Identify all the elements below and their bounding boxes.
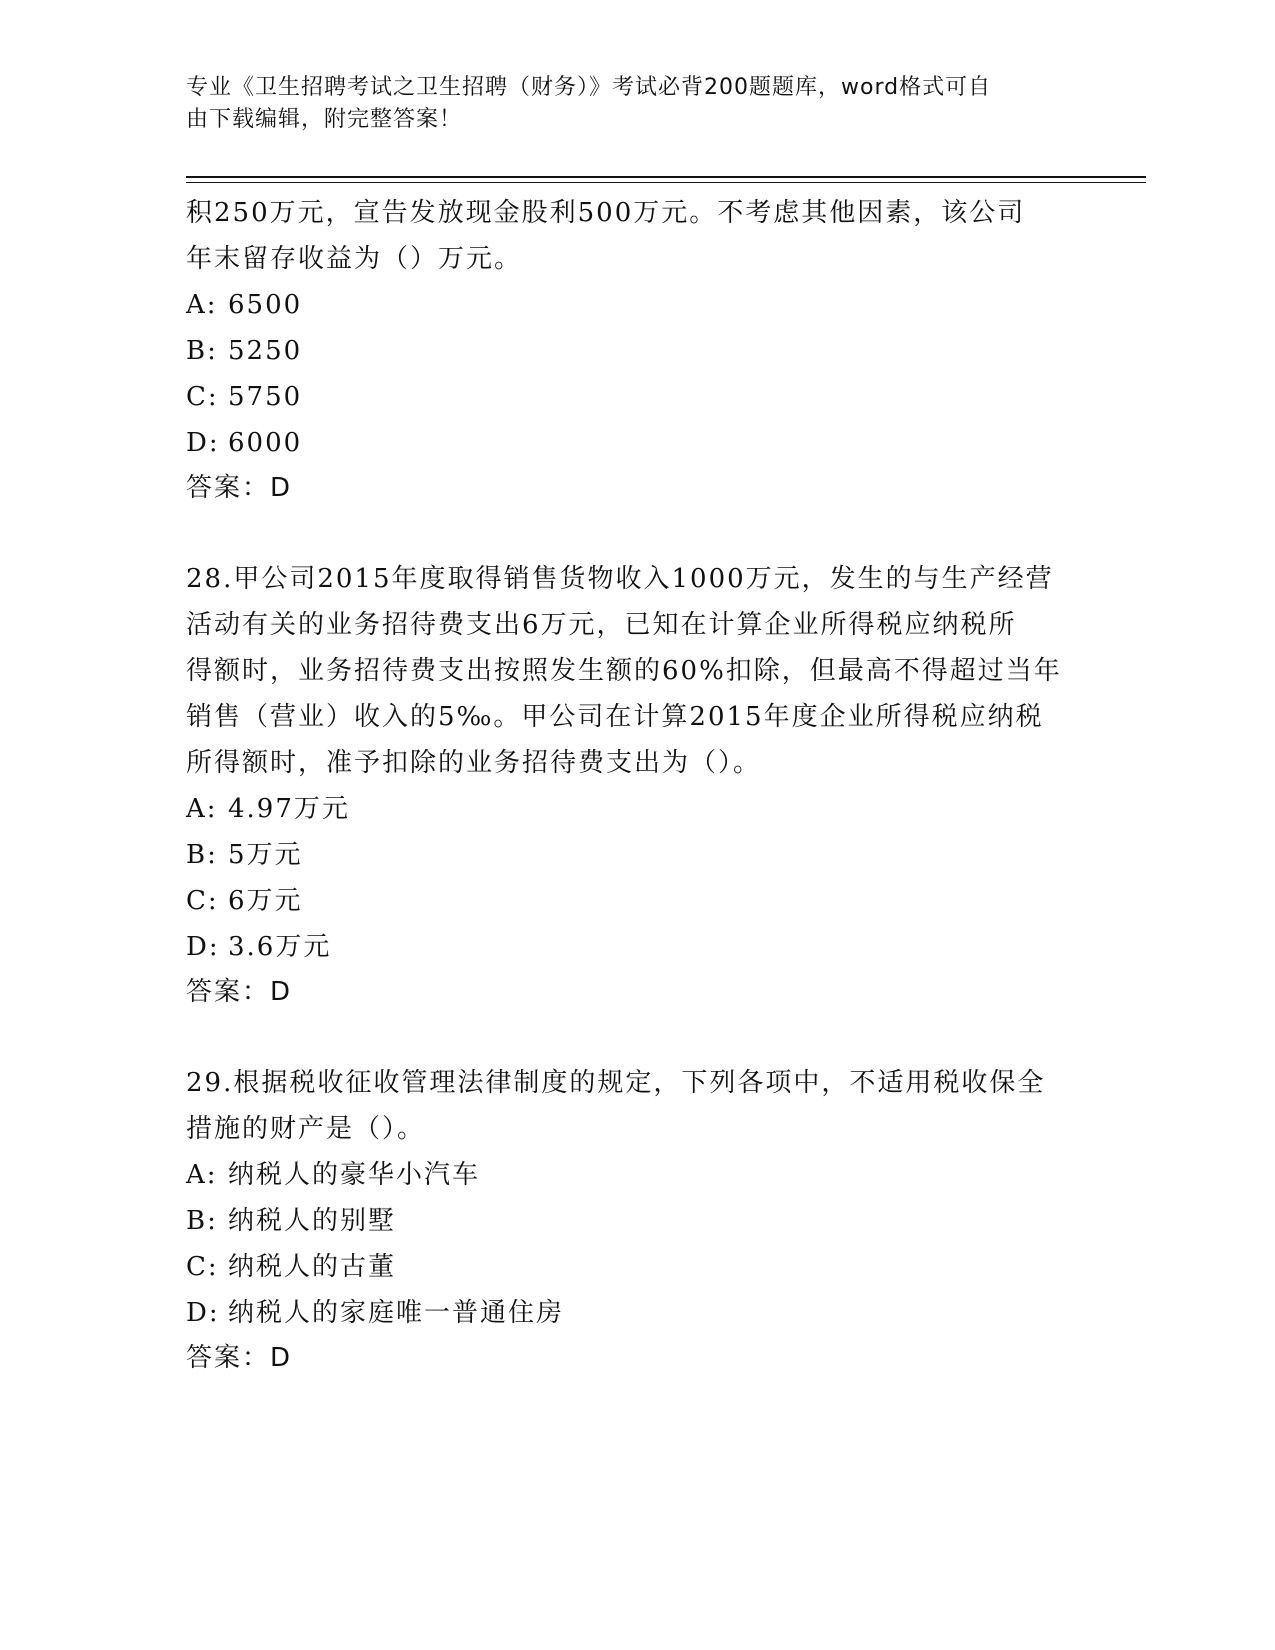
option-text: 6500 [228,290,303,320]
option-text: 纳税人的古董 [228,1252,397,1282]
header-divider-thin [186,182,1146,183]
option-text: 纳税人的别墅 [228,1206,397,1236]
option-letter: C: [186,886,219,916]
option-text: 6000 [228,428,303,458]
option-text: 纳税人的豪华小汽车 [228,1160,481,1190]
option-d [186,924,1086,970]
question-stem-line: 所得额时，准予扣除的业务招待费支出为（）。 [186,748,762,778]
header-line-1: 专业《卫生招聘考试之卫生招聘（财务）》考试必背200题题库，word格式可自 [186,75,992,100]
option-text: 4.97万元 [228,794,350,824]
header-line-2: 由下载编辑，附完整答案！ [186,107,463,132]
option-a [186,282,1086,328]
option-b [186,1198,1086,1244]
header-divider-thick [186,176,1146,178]
option-letter: B: [186,840,218,870]
question-stem-line: 销售（营业）收入的5‰。甲公司在计算2015年度企业所得税应纳税 [186,702,1044,732]
option-text: 5万元 [228,840,303,870]
question-stem [186,190,1086,282]
option-letter: A: [186,1160,218,1190]
question-stem [186,1060,1086,1152]
answer-line: 答案：D [186,1343,293,1373]
question-stem-line: 29.根据税收征收管理法律制度的规定，下列各项中，不适用税收保全 [186,1068,1046,1098]
option-a [186,786,1086,832]
option-letter: A: [186,290,218,320]
question-stem-line: 活动有关的业务招待费支出6万元，已知在计算企业所得税应纳税所 [186,610,1017,640]
option-letter: D: [186,428,220,458]
question-list [186,190,1086,1380]
question-block [186,556,1086,1014]
question-stem-line: 措施的财产是（）。 [186,1114,426,1144]
option-text: 5750 [228,382,303,412]
option-letter: D: [186,932,220,962]
option-c [186,1244,1086,1290]
option-text: 5250 [228,336,303,366]
question-stem-line: 积250万元，宣告发放现金股利500万元。不考虑其他因素，该公司 [186,198,1026,228]
option-text: 3.6万元 [228,932,332,962]
question-block [186,190,1086,510]
question-stem-line: 得额时，业务招待费支出按照发生额的60%扣除，但最高不得超过当年 [186,656,1062,686]
option-b [186,328,1086,374]
option-a [186,1152,1086,1198]
option-letter: C: [186,382,219,412]
document-header [186,72,1066,136]
option-text: 6万元 [228,886,303,916]
option-d [186,1290,1086,1336]
option-letter: D: [186,1298,220,1328]
question-block [186,1060,1086,1380]
option-c [186,878,1086,924]
option-letter: A: [186,794,218,824]
question-stem-line: 28.甲公司2015年度取得销售货物收入1000万元，发生的与生产经营 [186,564,1054,594]
option-letter: B: [186,336,218,366]
option-b [186,832,1086,878]
option-d [186,420,1086,466]
question-stem-line: 年末留存收益为（）万元。 [186,244,523,274]
answer-line: 答案：D [186,977,293,1007]
option-text: 纳税人的家庭唯一普通住房 [228,1298,565,1328]
option-c [186,374,1086,420]
answer-line: 答案：D [186,473,293,503]
question-stem [186,556,1086,786]
option-letter: B: [186,1206,218,1236]
option-letter: C: [186,1252,219,1282]
